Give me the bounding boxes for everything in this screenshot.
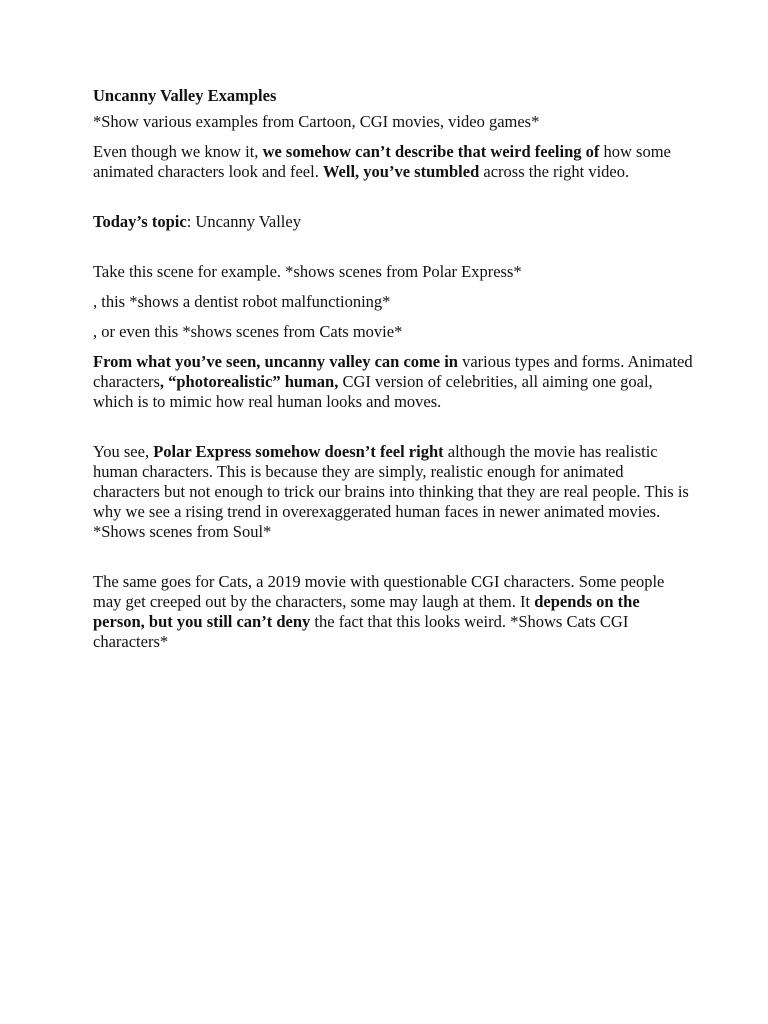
topic-paragraph	[93, 212, 693, 232]
forms-paragraph	[93, 352, 693, 412]
text-span: CGI version of celebrities, all aiming one goal, which is to mimic how real human looks and moves.	[93, 372, 653, 411]
text-span: The same goes for Cats, a 2019 movie with questionable CGI characters. Some people may get creeped out by the characters, some may laugh at them. It	[93, 572, 665, 611]
bold-span: From what you’ve seen, uncanny valley can come in	[93, 352, 458, 371]
text-span: Even though we know it,	[93, 142, 263, 161]
intro-paragraph	[93, 142, 693, 182]
text-span: You see,	[93, 442, 154, 461]
document-title: Uncanny Valley Examples	[93, 86, 277, 105]
example-paragraph-3: , or even this *shows scenes from Cats movie*	[93, 322, 403, 341]
text-span: how some animated characters look and feel.	[93, 142, 671, 181]
bold-span: Well, you’ve stumbled	[322, 162, 480, 181]
bold-span: Today’s topic	[93, 212, 187, 231]
bold-span: , “photorealistic” human,	[159, 372, 339, 391]
cats-paragraph	[93, 572, 693, 652]
text-span: although the movie has realistic human characters. This is because they are simply, realistic enough for animated characters but not enough to trick our brains into thinking that they are real people. This is why we see a rising trend in overexaggerated human faces in newer animated movies. *Shows scenes from Soul*	[93, 442, 689, 541]
text-span: various types and forms. Animated characters	[93, 352, 693, 391]
text-span: across the right video.	[479, 162, 630, 181]
bold-span: depends on the person, but you still can’t deny	[93, 592, 640, 631]
document-page	[93, 86, 693, 662]
bold-span: Polar Express somehow doesn’t feel right	[153, 442, 444, 461]
polar-express-paragraph	[93, 442, 693, 542]
example-paragraph-2: , this *shows a dentist robot malfunctioning*	[93, 292, 391, 311]
text-span: the fact that this looks weird. *Shows Cats CGI characters*	[93, 612, 629, 651]
bold-span: we somehow can’t describe that weird feeling of	[262, 142, 600, 161]
instruction-paragraph: *Show various examples from Cartoon, CGI movies, video games*	[93, 112, 540, 131]
example-paragraph-1: Take this scene for example. *shows scenes from Polar Express*	[93, 262, 522, 281]
text-span: : Uncanny Valley	[186, 212, 301, 231]
